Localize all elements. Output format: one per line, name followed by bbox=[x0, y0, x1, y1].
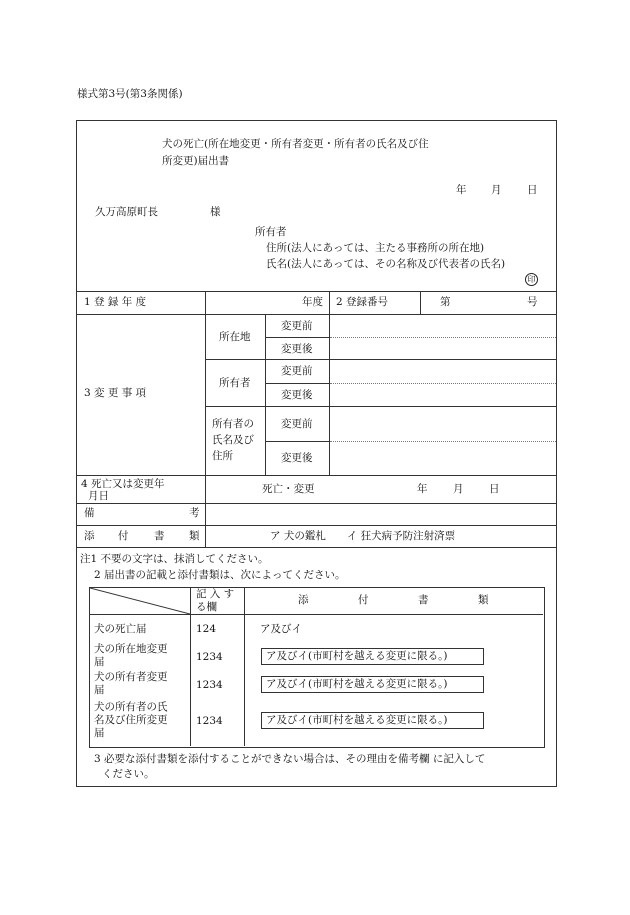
inner-row1-name: 犬の死亡届 bbox=[94, 623, 147, 635]
row1-top-rule bbox=[76, 291, 557, 292]
owner-before: 変更前 bbox=[281, 365, 313, 377]
rows-4-6-divider bbox=[205, 475, 206, 547]
remarks-label-right: 考 bbox=[189, 507, 200, 519]
inner-header-col3-4: 類 bbox=[478, 594, 489, 606]
inner-row2-name-l1: 犬の所在地変更 bbox=[94, 643, 168, 655]
row3-sub-rule-3 bbox=[265, 441, 330, 442]
note-3-line2: ください。 bbox=[102, 768, 155, 780]
inner-row1-code: 124 bbox=[196, 623, 217, 635]
row1-divider-c bbox=[420, 291, 421, 314]
row3-top-rule bbox=[76, 314, 557, 315]
row4-type: 死亡・変更 bbox=[262, 483, 315, 495]
addressee-name: 久万高原町長 bbox=[95, 206, 158, 218]
inner-row2-code: 1234 bbox=[196, 651, 223, 663]
row1-divider-a bbox=[205, 291, 206, 314]
attachments-value: ア 犬の鑑札 イ 狂犬病予防注射済票 bbox=[270, 530, 456, 542]
inner-col-divider-2 bbox=[244, 588, 245, 746]
attach-label-1: 添 bbox=[84, 530, 95, 542]
row4-label-l2: 月日 bbox=[88, 490, 109, 502]
row3-divider-a bbox=[205, 314, 206, 475]
inner-header-col2-l1: 記 入 す bbox=[196, 588, 235, 600]
seal-mark: 印 bbox=[525, 273, 538, 286]
inner-header-col3-3: 書 bbox=[418, 594, 429, 606]
group-owner-name-l1: 所有者の bbox=[212, 418, 254, 430]
owner-address: 住所(法人にあっては、主たる事務所の所在地) bbox=[266, 242, 485, 254]
reg-number-label: 2 登録番号 bbox=[336, 296, 389, 308]
addressee-honorific: 様 bbox=[210, 206, 221, 218]
inner-row4-docs: ア及びイ(市町村を越える変更に限る。) bbox=[266, 714, 448, 726]
reg-no-suffix: 号 bbox=[527, 296, 538, 308]
row4-top-rule bbox=[76, 475, 557, 476]
inner-row3-code: 1234 bbox=[196, 679, 223, 691]
inner-row4-name-l1: 犬の所有者の氏 bbox=[94, 701, 168, 713]
row3-dotted-rule-3 bbox=[330, 441, 556, 442]
row3-sub-rule-2 bbox=[265, 383, 330, 384]
reg-year-suffix: 年度 bbox=[302, 296, 323, 308]
attach-label-4: 類 bbox=[189, 530, 200, 542]
attach-label-2: 付 bbox=[118, 530, 129, 542]
row3-divider-c bbox=[329, 314, 330, 475]
inner-row2-docs: ア及びイ(市町村を越える変更に限る。) bbox=[266, 650, 448, 662]
frame-bottom bbox=[76, 786, 557, 787]
group-owner-name-l2: 氏名及び bbox=[212, 434, 254, 446]
owner-name-before: 変更前 bbox=[281, 418, 313, 430]
inner-col-divider-1 bbox=[190, 588, 191, 746]
owner-label: 所有者 bbox=[255, 226, 287, 238]
inner-row4-name-l2: 名及び住所変更 bbox=[94, 714, 168, 726]
row1-divider-b bbox=[329, 291, 330, 314]
frame-left bbox=[76, 120, 77, 787]
inner-row1-docs: ア及びイ bbox=[260, 623, 302, 635]
location-after: 変更後 bbox=[281, 343, 313, 355]
row3-group-rule-2 bbox=[205, 406, 557, 407]
form-title-line2: 所変更)届出書 bbox=[162, 155, 230, 167]
row3-group-rule-1 bbox=[205, 359, 557, 360]
form-title-line1: 犬の死亡(所在地変更・所有者変更・所有者の氏名及び住 bbox=[162, 138, 429, 150]
group-owner-name-l3: 住所 bbox=[212, 450, 233, 462]
row3-dotted-rule-2 bbox=[330, 383, 556, 384]
attachments-top-rule bbox=[76, 525, 557, 526]
date-day: 日 bbox=[527, 184, 538, 196]
inner-row3-name-l2: 届 bbox=[94, 684, 105, 696]
inner-header-col2-l2: る欄 bbox=[196, 601, 217, 613]
inner-header-col3-1: 添 bbox=[298, 594, 309, 606]
note-3-line1: 3 必要な添付書類を添付することができない場合は、その理由を備考欄 に記入して bbox=[94, 753, 486, 765]
row4-month: 月 bbox=[453, 483, 464, 495]
owner-name-after: 変更後 bbox=[281, 452, 313, 464]
row4-year: 年 bbox=[417, 483, 428, 495]
attach-label-3: 書 bbox=[154, 530, 165, 542]
reg-no-prefix: 第 bbox=[440, 296, 451, 308]
date-month: 月 bbox=[491, 184, 502, 196]
row3-sub-rule-1 bbox=[265, 337, 330, 338]
inner-row4-name-l3: 届 bbox=[94, 727, 105, 739]
inner-header-col3-2: 付 bbox=[358, 594, 369, 606]
remarks-label-left: 備 bbox=[84, 507, 95, 519]
row4-day: 日 bbox=[489, 483, 500, 495]
frame-right bbox=[556, 120, 557, 787]
group-location: 所在地 bbox=[219, 331, 251, 343]
note-1: 注1 不要の文字は、抹消してください。 bbox=[80, 553, 269, 565]
row4-label-l1: 4 死亡又は変更年 bbox=[81, 478, 165, 490]
owner-name: 氏名(法人にあっては、その名称及び代表者の氏名) bbox=[266, 258, 506, 270]
notes-top-rule bbox=[76, 547, 557, 548]
header-diagonal-line bbox=[90, 588, 190, 614]
remarks-top-rule bbox=[76, 503, 557, 504]
form-id: 様式第3号(第3条関係) bbox=[77, 88, 183, 100]
inner-row3-docs: ア及びイ(市町村を越える変更に限る。) bbox=[266, 678, 448, 690]
inner-row3-name-l1: 犬の所有者変更 bbox=[94, 671, 168, 683]
date-year: 年 bbox=[456, 184, 467, 196]
row1-label: 1 登 録 年 度 bbox=[84, 296, 147, 308]
location-before: 変更前 bbox=[281, 320, 313, 332]
row3-label: 3 変 更 事 項 bbox=[84, 387, 147, 399]
inner-row2-name-l2: 届 bbox=[94, 656, 105, 668]
group-owner: 所有者 bbox=[219, 377, 251, 389]
owner-after: 変更後 bbox=[281, 389, 313, 401]
frame-top bbox=[76, 120, 557, 121]
row3-divider-b bbox=[265, 314, 266, 475]
inner-row4-code: 1234 bbox=[196, 715, 223, 727]
inner-header-rule bbox=[90, 614, 543, 615]
row3-dotted-rule-1 bbox=[330, 337, 556, 338]
note-2: 2 届出書の記載と添付書類は、次によってください。 bbox=[94, 569, 346, 581]
